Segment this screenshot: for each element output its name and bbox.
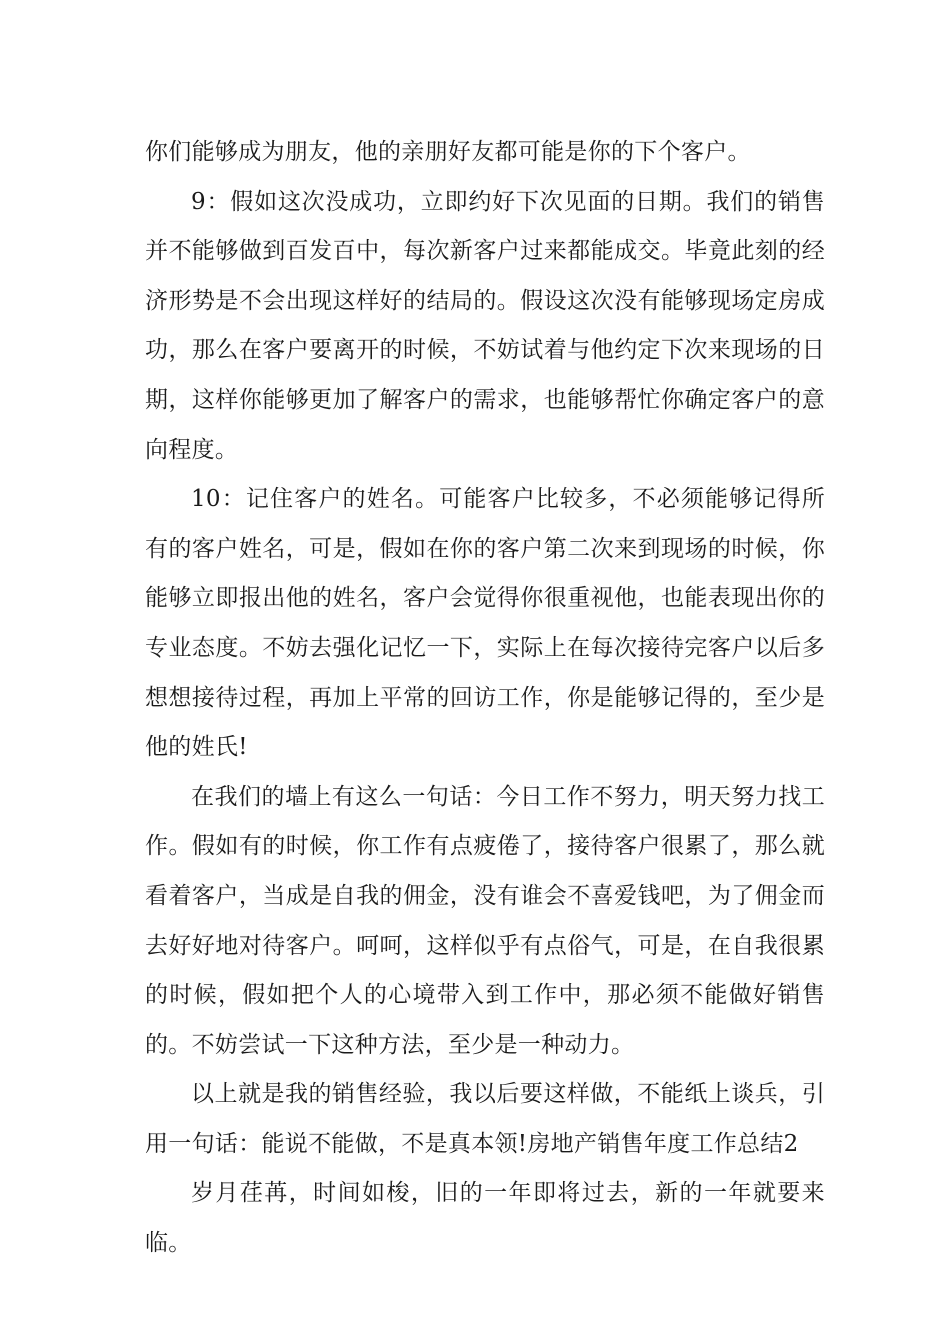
paragraph-6: 岁月荏苒，时间如梭，旧的一年即将过去，新的一年就要来临。 (145, 1180, 825, 1257)
paragraph-4: 在我们的墙上有这么一句话：今日工作不努力，明天努力找工作。假如有的时候，你工作有点疲倦了，接待客户很累了，那么就看着客户，当成是自我的佣金，没有谁会不喜爱钱吧，为了佣金而去好好地对待客户。呵呵，这样似乎有点俗气，可是，在自我很累的时候，假如把个人的心境带入到工作中，那必须不能做好销售的。不妨尝试一下这种方法，至少是一种动力。 (145, 783, 825, 1058)
paragraph-2: 9：假如这次没成功，立即约好下次见面的日期。我们的销售并不能够做到百发百中，每次新客户过来都能成交。毕竟此刻的经济形势是不会出现这样好的结局的。假设这次没有能够现场定房成功，那么在客户要离开的时候，不妨试着与他约定下次来现场的日期，这样你能够更加了解客户的需求，也能够帮忙你确定客户的意向程度。 (145, 188, 825, 463)
document-body (145, 128, 825, 1269)
paragraph-3: 10：记住客户的姓名。可能客户比较多，不必须能够记得所有的客户姓名，可是，假如在你的客户第二次来到现场的时候，你能够立即报出他的姓名，客户会觉得你很重视他，也能表现出你的专业态度。不妨去强化记忆一下，实际上在每次接待完客户以后多想想接待过程，再加上平常的回访工作，你是能够记得的，至少是他的姓氏! (145, 486, 825, 761)
paragraph-1: 你们能够成为朋友，他的亲朋好友都可能是你的下个客户。 (145, 139, 751, 165)
paragraph-5: 以上就是我的销售经验，我以后要这样做，不能纸上谈兵，引用一句话：能说不能做，不是真本领!房地产销售年度工作总结2 (145, 1081, 825, 1157)
